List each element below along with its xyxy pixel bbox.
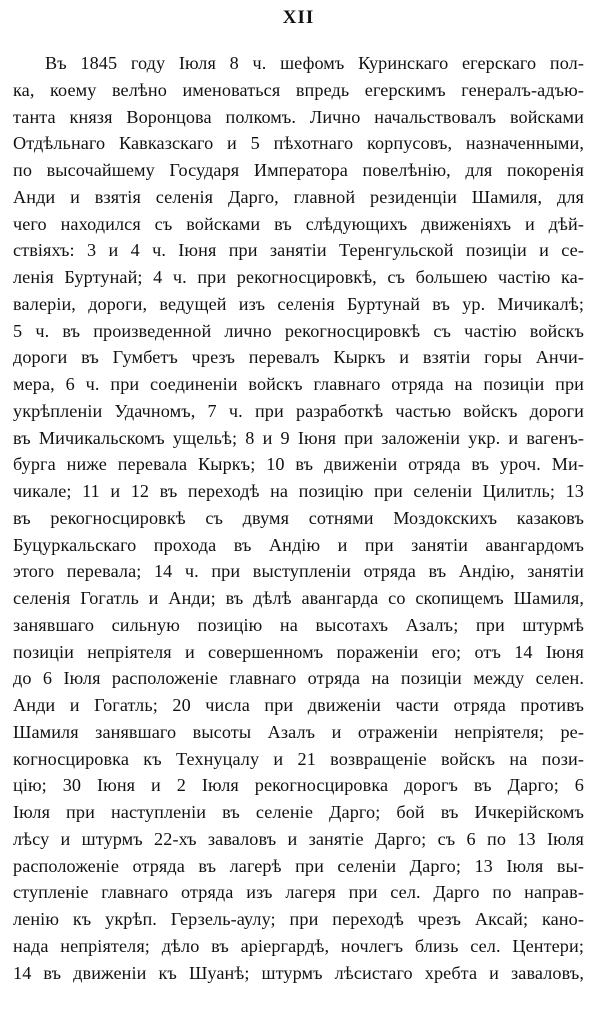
text-line: ступленіе главнаго отряда изъ лагеря при сел. Дарго по направ-	[13, 882, 584, 903]
text-line: когносцировка къ Технуцалу и 21 возвращеніе войскъ на пози-	[13, 748, 584, 769]
text-line: мера, 6 ч. при соединеніи войскъ главнаго отряда на позиціи при	[13, 374, 584, 394]
text-line: Анди и взятія селенія Дарго, главной резиденціи Шамиля, для	[13, 186, 584, 207]
body-text	[13, 50, 584, 986]
text-line: 5 ч. въ произведенной лично рекогносцировкѣ съ частію войскъ	[13, 320, 584, 341]
text-line: цію; 30 Іюня и 2 Іюля рекогносцировка дорогъ въ Дарго; 6	[13, 775, 584, 796]
text-line: до 6 Іюля расположеніе главнаго отряда на позиціи между селен.	[13, 668, 584, 689]
text-line: занявшаго сильную позицію на высотахъ Азалъ; при штурмѣ	[13, 614, 584, 635]
text-line: позиціи непріятеля и совершенномъ пораженіи его; отъ 14 Іюня	[13, 641, 584, 662]
text-line: укрѣпленіи Удачномъ, 7 ч. при разработкѣ частью войскъ дороги	[13, 400, 584, 421]
text-line: по высочайшему Государя Императора повелѣнію, для покоренія	[13, 160, 584, 180]
text-line: Шамиля занявшаго высоты Азалъ и отраженіи непріятеля; ре-	[13, 721, 584, 742]
text-line: бурга ниже перевала Кыркъ; 10 въ движеніи отряда въ уроч. Ми-	[13, 454, 584, 475]
text-line: расположеніе отряда въ лагерѣ при селеніи Дарго; 13 Іюля вы-	[13, 855, 584, 876]
text-line: ствіяхъ: 3 и 4 ч. Іюня при занятіи Теренгульской позиціи и се-	[13, 240, 584, 261]
text-line: Іюля при наступленіи въ селеніе Дарго; бой въ Ичкерійскомъ	[13, 802, 584, 822]
text-line: валеріи, дороги, ведущей изъ селенія Буртунай въ ур. Мичикалѣ;	[13, 293, 584, 314]
text-line: Отдѣльнаго Кавказскаго и 5 пѣхотнаго корпусовъ, назначенными,	[13, 133, 584, 154]
text-line: селенія Гогатль и Анди; въ дѣлѣ авангарда со скопищемъ Шамиля,	[13, 588, 584, 608]
text-line: Буцуркальскаго прохода въ Андію и при занятіи авангардомъ	[13, 534, 584, 555]
text-line: Анди и Гогатль; 20 числа при движеніи части отряда противъ	[13, 695, 584, 715]
text-line: 14 въ движеніи къ Шуанѣ; штурмъ лѣсистаго хребта и заваловъ,	[13, 962, 584, 983]
text-line: ка, коему велѣно именоваться впредь егерскимъ генералъ-адъю-	[13, 79, 584, 100]
text-line: лѣсу и штурмъ 22-хъ заваловъ и занятіе Дарго; съ 6 по 13 Іюля	[13, 828, 584, 849]
text-line: танта князя Воронцова полкомъ. Лично начальствовалъ войсками	[13, 106, 584, 127]
text-line: въ Мичикальскомъ ущельѣ; 8 и 9 Іюня при заложеніи укр. и вагенъ-	[13, 427, 584, 448]
text-line: этого перевала; 14 ч. при выступленіи отряда въ Андію, занятіи	[13, 561, 584, 582]
text-line: чикале; 11 и 12 въ переходѣ на позицію при селеніи Цилитль; 13	[13, 481, 584, 501]
text-line: въ рекогносцировкѣ съ двумя сотнями Моздокскихъ казаковъ	[13, 507, 584, 528]
text-line: нада непріятеля; дѣло въ аріергардѣ, ночлегъ близь сел. Центери;	[13, 935, 584, 956]
text-line: чего находился съ войсками въ слѣдующихъ движеніяхъ и дѣй-	[13, 213, 584, 234]
text-line: дороги въ Гумбетъ чрезъ перевалъ Кыркъ и взятіи горы Анчи-	[13, 347, 584, 368]
page-number: XII	[282, 7, 315, 28]
text-line: ленію къ укрѣп. Герзель-аулу; при переходѣ чрезъ Аксай; кано-	[13, 909, 584, 929]
text-line: Въ 1845 году Іюля 8 ч. шефомъ Куринскаго егерскаго пол-	[45, 53, 584, 73]
text-line: ленія Буртунай; 4 ч. при рекогносцировкѣ, съ большею частію ка-	[13, 267, 584, 287]
